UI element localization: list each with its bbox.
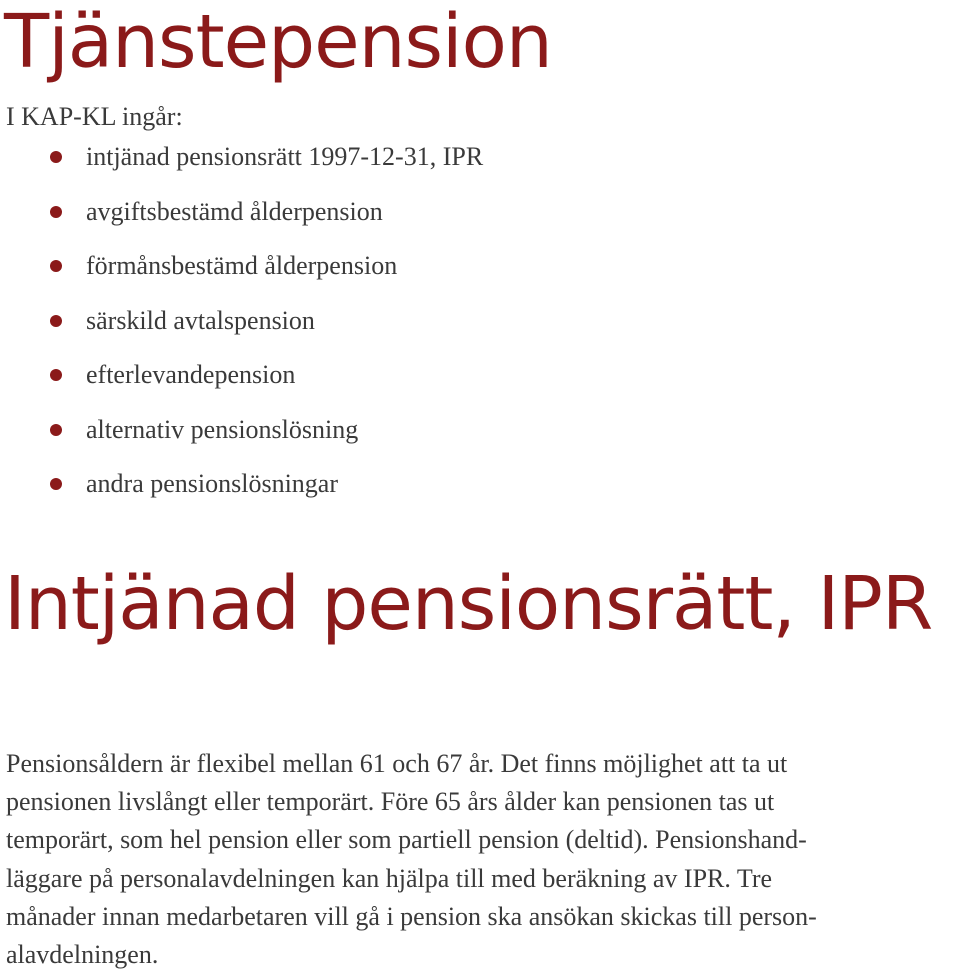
list-item-text: alternativ pensionslösning xyxy=(86,414,359,444)
intro-text: I KAP-KL ingår: xyxy=(6,102,183,131)
paragraph-line: temporärt, som hel pension eller som partiell pension (deltid). Pensionshand- xyxy=(6,825,807,855)
paragraph-line: månader innan medarbetaren vill gå i pension ska ansökan skickas till person- xyxy=(6,901,817,931)
paragraph-line: alavdelningen. xyxy=(6,940,159,970)
bullet-icon xyxy=(50,260,62,272)
bullet-icon xyxy=(50,369,62,381)
list-item-text: andra pensionslösningar xyxy=(86,469,339,498)
bullet-icon xyxy=(50,315,62,327)
bullet-icon xyxy=(50,206,62,218)
list-item-text: efterlevandepension xyxy=(86,360,296,389)
list-item-text: avgiftsbestämd ålderpension xyxy=(86,196,383,226)
paragraph-line: läggare på personalavdelningen kan hjälpa till med beräkning av IPR. Tre xyxy=(6,863,773,893)
list-item-text: förmånsbestämd ålderpension xyxy=(86,251,398,280)
bullet-icon xyxy=(50,151,62,163)
paragraph-line: pensionen livslångt eller temporärt. Före 65 års ålder kan pensionen tas ut xyxy=(6,787,775,817)
ipr-paragraph xyxy=(6,745,956,974)
list-item-text: intjänad pensionsrätt 1997-12-31, IPR xyxy=(86,142,484,171)
list-item-text: särskild avtalspension xyxy=(86,305,315,335)
section-title-tjanstepension: Tjänstepension xyxy=(4,0,552,85)
bullet-icon xyxy=(50,424,62,436)
paragraph-line: Pensionsåldern är flexibel mellan 61 och 67 år. Det finns möjlighet att ta ut xyxy=(6,749,788,778)
bullet-icon xyxy=(50,478,62,490)
section-title-ipr: Intjänad pensionsrätt, IPR xyxy=(4,561,933,647)
